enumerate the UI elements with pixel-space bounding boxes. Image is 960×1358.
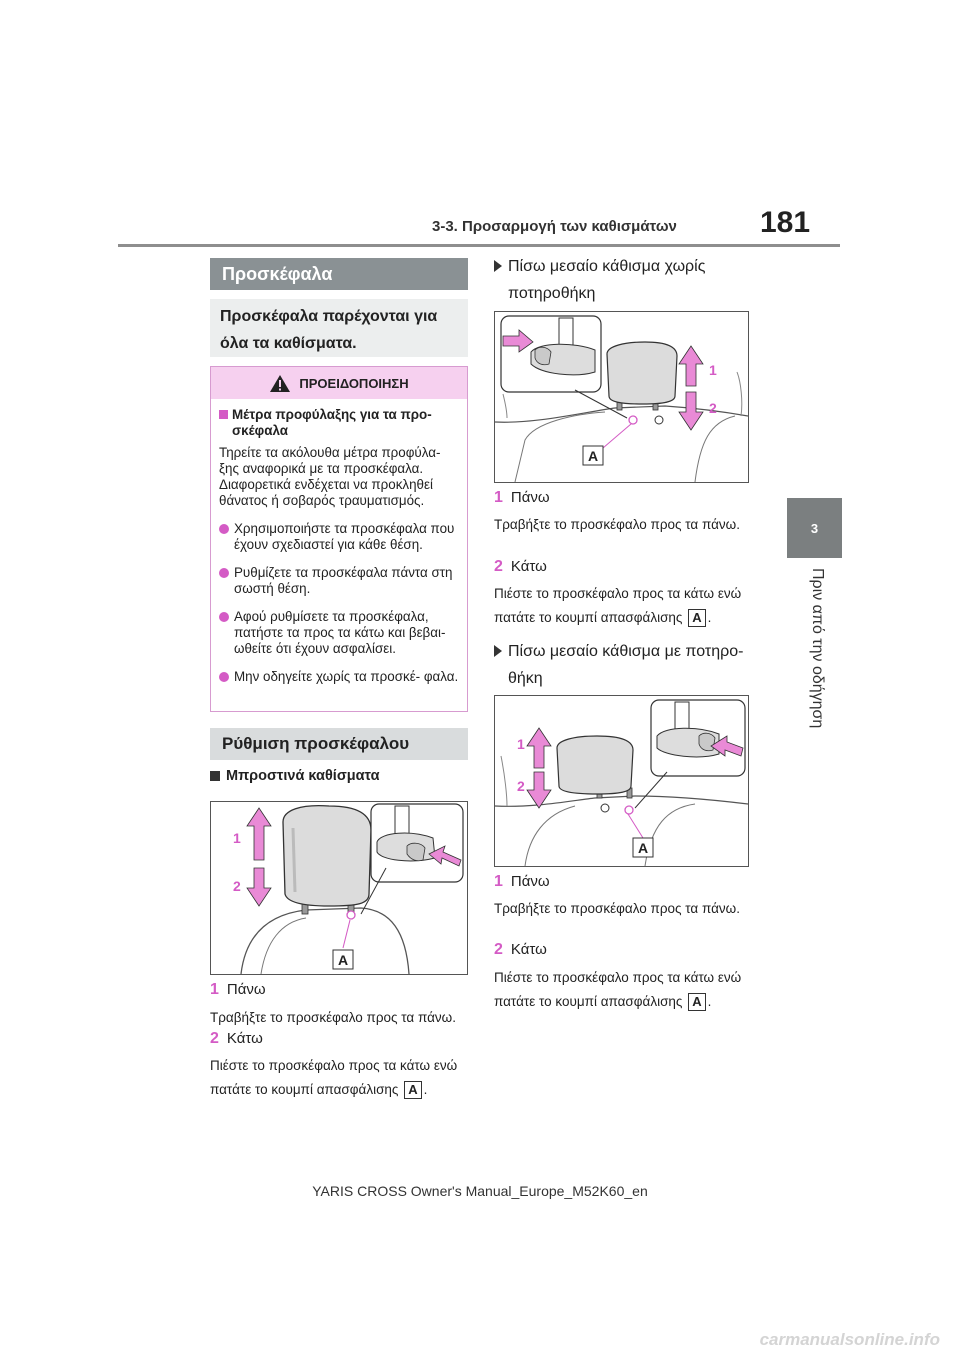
figure-label-2: 2 bbox=[709, 400, 717, 416]
headrests-title: Προσκέφαλα bbox=[210, 258, 468, 290]
triangle-bullet-icon bbox=[494, 645, 502, 657]
step-down-description-line2 bbox=[494, 990, 711, 1014]
step-up bbox=[210, 981, 266, 999]
step-down-label: Κάτω bbox=[510, 558, 547, 575]
dot-bullet-icon bbox=[219, 568, 229, 578]
warning-header bbox=[211, 367, 467, 399]
rear-with-cupholder-illustration bbox=[495, 696, 748, 866]
front-seats-heading-text: Μπροστινά καθίσματα bbox=[226, 768, 380, 784]
rear-no-cupholder-illustration bbox=[495, 312, 748, 482]
step-down-description-line1: Πιέστε το προσκέφαλο προς τα κάτω ενώ bbox=[494, 970, 742, 985]
rear-with-cupholder-text: Πίσω μεσαίο κάθισμα με ποτηρο- θήκη bbox=[508, 643, 744, 687]
step-up-label: Πάνω bbox=[226, 981, 266, 998]
intro-text: Προσκέφαλα παρέχονται για όλα τα καθίσματα. bbox=[220, 308, 438, 352]
watermark: carmanualsonline.info bbox=[759, 1330, 940, 1349]
figure-label-2: 2 bbox=[233, 878, 241, 894]
period: . bbox=[707, 610, 712, 625]
step-up-number: 1 bbox=[494, 873, 503, 890]
step-down-description-line2 bbox=[210, 1078, 427, 1102]
dot-bullet-icon bbox=[219, 612, 229, 622]
step-down-number: 2 bbox=[494, 558, 503, 575]
warning-bullet-text: Χρησιμοποιήστε τα προσκέφαλα που έχουν σχεδιαστεί για κάθε θέση. bbox=[234, 521, 455, 552]
front-seats-heading bbox=[210, 768, 380, 784]
dot-bullet-icon bbox=[219, 524, 229, 534]
figure-label-1: 1 bbox=[517, 736, 525, 752]
step-down-number: 2 bbox=[494, 941, 503, 958]
warning-bullet bbox=[219, 609, 459, 657]
step-down-label: Κάτω bbox=[510, 941, 547, 958]
period: . bbox=[423, 1082, 428, 1097]
step-down-desc-text: πατάτε το κουμπί απασφάλισης bbox=[210, 1082, 399, 1097]
period: . bbox=[707, 994, 712, 1009]
step-up-description: Τραβήξτε το προσκέφαλο προς τα πάνω. bbox=[494, 517, 740, 532]
figure-label-1: 1 bbox=[709, 362, 717, 378]
chapter-label-text: Πριν από την οδήγηση bbox=[809, 568, 826, 729]
step-up-description: Τραβήξτε το προσκέφαλο προς τα πάνω. bbox=[494, 901, 740, 916]
step-up bbox=[494, 489, 550, 507]
section-title: 3-3. Προσαρμογή των καθισμάτων bbox=[432, 218, 677, 235]
step-up-number: 1 bbox=[210, 981, 219, 998]
step-down-label: Κάτω bbox=[226, 1030, 263, 1047]
step-down-number: 2 bbox=[210, 1030, 219, 1047]
warning-subheading bbox=[219, 407, 459, 439]
rear-with-cupholder-figure bbox=[494, 695, 749, 867]
warning-bullet-text: Αφού ρυθμίσετε τα προσκέφαλα, πατήστε τα προς τα κάτω και βεβαι- ωθείτε ότι έχουν ασφαλίσει. bbox=[234, 609, 446, 656]
step-up bbox=[494, 873, 550, 891]
figure-label-a: A bbox=[338, 952, 349, 968]
rear-no-cupholder-text: Πίσω μεσαίο κάθισμα χωρίς ποτηροθήκη bbox=[508, 258, 706, 302]
release-button-key: A bbox=[688, 609, 705, 627]
figure-label-1: 1 bbox=[233, 830, 241, 846]
warning-triangle-icon bbox=[269, 374, 291, 393]
front-headrest-figure bbox=[210, 801, 468, 975]
warning-bullet bbox=[219, 565, 459, 597]
chapter-tab: 3 bbox=[787, 498, 842, 558]
step-down bbox=[494, 941, 547, 959]
rear-no-cupholder-heading bbox=[494, 256, 752, 307]
step-down-description-line2 bbox=[494, 606, 711, 630]
footer-manual-id: YARIS CROSS Owner's Manual_Europe_M52K60_en bbox=[312, 1183, 648, 1199]
front-headrest-illustration bbox=[211, 802, 467, 974]
dot-bullet-icon bbox=[219, 672, 229, 682]
step-down-description-line1: Πιέστε το προσκέφαλο προς τα κάτω ενώ bbox=[494, 586, 742, 601]
figure-label-a: A bbox=[638, 840, 649, 856]
header-rule bbox=[118, 244, 840, 247]
chapter-label bbox=[762, 568, 872, 768]
warning-heading: ΠΡΟΕΙΔΟΠΟΙΗΣΗ bbox=[299, 375, 409, 391]
rear-with-cupholder-heading bbox=[494, 641, 752, 692]
figure-label-a: A bbox=[588, 448, 599, 464]
step-up-description: Τραβήξτε το προσκέφαλο προς τα πάνω. bbox=[210, 1010, 456, 1025]
release-button-key: A bbox=[404, 1081, 421, 1099]
square-bullet-icon bbox=[219, 410, 228, 419]
adjust-title: Ρύθμιση προσκέφαλου bbox=[210, 728, 468, 760]
step-down bbox=[210, 1030, 263, 1048]
release-button-key: A bbox=[688, 993, 705, 1011]
warning-paragraph: Τηρείτε τα ακόλουθα μέτρα προφύλα- ξης αναφορικά με τα προσκέφαλα. Διαφορετικά ενδέχεται να προκληθεί θάνατος ή σοβαρός τραυματισμός. bbox=[219, 445, 441, 508]
step-down-description-line1: Πιέστε το προσκέφαλο προς τα κάτω ενώ bbox=[210, 1058, 458, 1073]
warning-bullet bbox=[219, 521, 459, 553]
triangle-bullet-icon bbox=[494, 260, 502, 272]
page-number: 181 bbox=[760, 206, 811, 239]
intro-box bbox=[210, 299, 468, 357]
warning-bullet-text: Ρυθμίζετε τα προσκέφαλα πάντα στη σωστή θέση. bbox=[234, 565, 453, 596]
warning-subheading-text: Μέτρα προφύλαξης για τα προ- σκέφαλα bbox=[232, 407, 432, 438]
step-down-desc-text: πατάτε το κουμπί απασφάλισης bbox=[494, 994, 683, 1009]
warning-body bbox=[211, 399, 467, 685]
warning-bullet-text: Μην οδηγείτε χωρίς τα προσκέ- φαλα. bbox=[234, 669, 459, 684]
rear-no-cupholder-figure bbox=[494, 311, 749, 483]
warning-bullet bbox=[219, 669, 459, 685]
step-down bbox=[494, 558, 547, 576]
step-up-label: Πάνω bbox=[510, 873, 550, 890]
step-down-desc-text: πατάτε το κουμπί απασφάλισης bbox=[494, 610, 683, 625]
step-up-number: 1 bbox=[494, 489, 503, 506]
warning-box bbox=[210, 366, 468, 712]
figure-label-2: 2 bbox=[517, 778, 525, 794]
square-bullet-icon bbox=[210, 771, 220, 781]
step-up-label: Πάνω bbox=[510, 489, 550, 506]
